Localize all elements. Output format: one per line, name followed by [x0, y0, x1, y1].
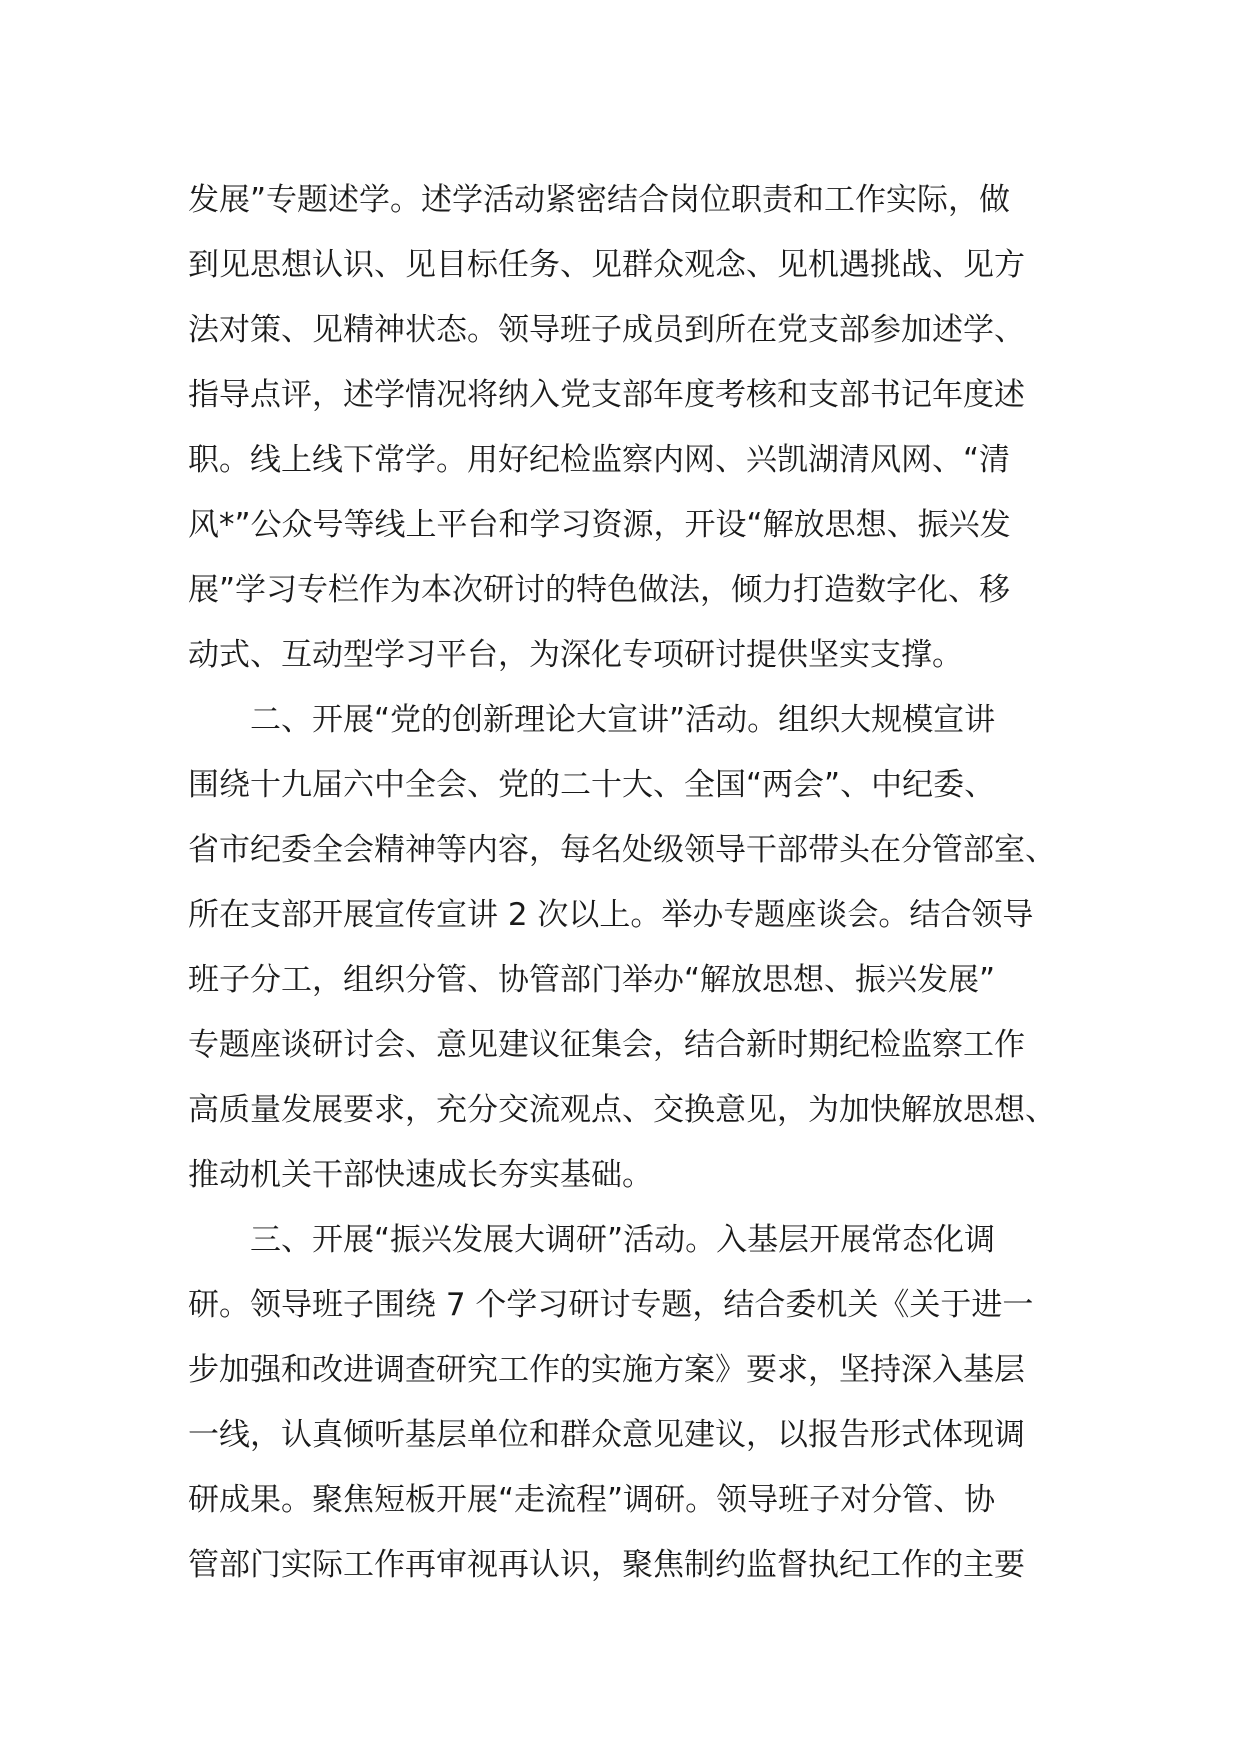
- text-line: 管部门实际工作再审视再认识，聚焦制约监督执纪工作的主要: [188, 1547, 1025, 1583]
- paragraph-2: [188, 688, 1068, 1208]
- text-line: 动式、互动型学习平台，为深化专项研讨提供坚实支撑。: [188, 637, 963, 673]
- text-line: 步加强和改进调查研究工作的实施方案》要求，坚持深入基层: [188, 1352, 1025, 1388]
- text-line: 省市纪委全会精神等内容，每名处级领导干部带头在分管部室、: [188, 832, 1056, 868]
- text-line: 班子分工，组织分管、协管部门举办“解放思想、振兴发展”: [188, 962, 996, 998]
- paragraph-3: [188, 1208, 1068, 1598]
- text-line: 发展”专题述学。述学活动紧密结合岗位职责和工作实际，做: [188, 182, 1011, 218]
- text-line: 风*”公众号等线上平台和学习资源，开设“解放思想、振兴发: [188, 507, 1011, 543]
- text-line: 研。领导班子围绕 7 个学习研讨专题，结合委机关《关于进一: [188, 1287, 1034, 1323]
- text-line: 推动机关干部快速成长夯实基础。: [188, 1157, 653, 1193]
- text-line: 二、开展“党的创新理论大宣讲”活动。组织大规模宣讲: [250, 702, 996, 738]
- text-line: 围绕十九届六中全会、党的二十大、全国“两会”、中纪委、: [188, 767, 996, 803]
- text-line: 到见思想认识、见目标任务、见群众观念、见机遇挑战、见方: [188, 247, 1025, 283]
- paragraph-1: [188, 168, 1068, 688]
- text-line: 法对策、见精神状态。领导班子成员到所在党支部参加述学、: [188, 312, 1025, 348]
- document-body: [188, 168, 1068, 1598]
- text-line: 所在支部开展宣传宣讲 2 次以上。举办专题座谈会。结合领导: [188, 897, 1034, 933]
- text-line: 研成果。聚焦短板开展“走流程”调研。领导班子对分管、协: [188, 1482, 996, 1518]
- text-line: 职。线上线下常学。用好纪检监察内网、兴凯湖清风网、“清: [188, 442, 1011, 478]
- text-line: 高质量发展要求，充分交流观点、交换意见，为加快解放思想、: [188, 1092, 1056, 1128]
- text-line: 展”学习专栏作为本次研讨的特色做法，倾力打造数字化、移: [188, 572, 1011, 608]
- text-line: 指导点评，述学情况将纳入党支部年度考核和支部书记年度述: [188, 377, 1025, 413]
- text-line: 三、开展“振兴发展大调研”活动。入基层开展常态化调: [250, 1222, 996, 1258]
- text-line: 专题座谈研讨会、意见建议征集会，结合新时期纪检监察工作: [188, 1027, 1025, 1063]
- text-line: 一线，认真倾听基层单位和群众意见建议，以报告形式体现调: [188, 1417, 1025, 1453]
